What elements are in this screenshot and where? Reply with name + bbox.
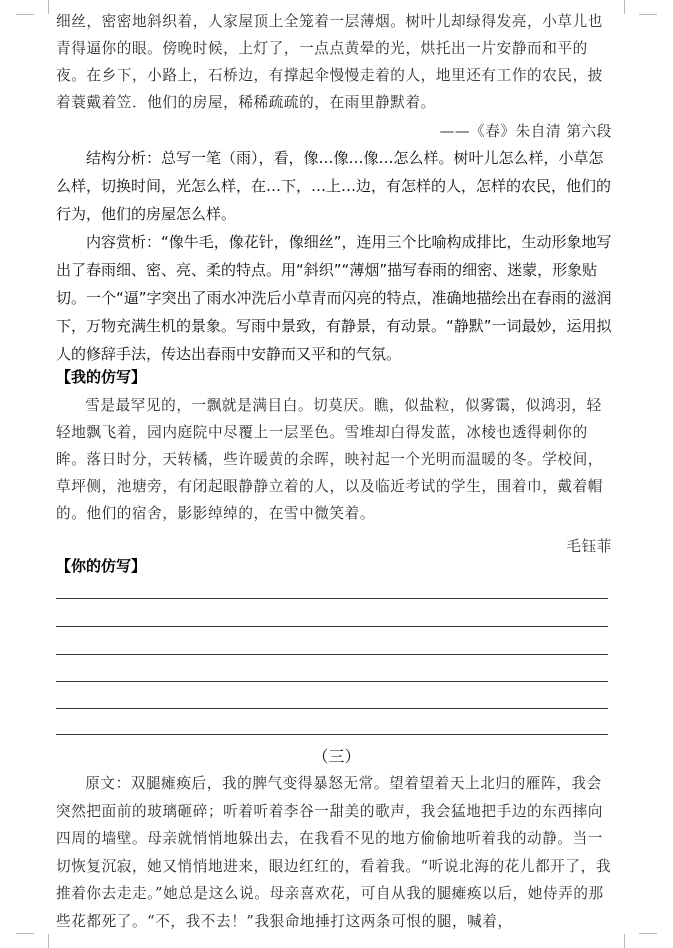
crop-mark-bottom-left-h [16, 933, 34, 934]
crop-mark-bottom-right-h [639, 933, 657, 934]
my-imitation-text: 雪是最罕见的，一飘就是满目白。切莫厌。瞧，似盐粒，似雾霭，似鸿羽，轻轻地飘飞着，园内庭院中尽覆上一层垩色。雪堆却白得发蓝，冰棱也透得刺你的眸。落日时分，天转橘，些许暖黄的余晖，映衬起一个光明而温暖的冬。学校间，草坪侧，池塘旁，有闭起眼静静立着的人，以及临近考试的学生，围着巾，戴着帽的。他们的宿舍，影影绰绰的，在雪中微笑着。 [56, 397, 603, 522]
writing-line[interactable] [56, 681, 608, 682]
passage-top-text: 细丝，密密地斜织着，人家屋顶上全笼着一层薄烟。树叶儿却绿得发亮，小草儿也青得逼你的眼。傍晚时候，上灯了，一点点黄晕的光，烘托出一片安静而和平的夜。在乡下，小路上，石桥边，有撑起伞慢慢走着的人，地里还有工作的农民，披着蓑戴着笠．他们的房屋，稀稀疏疏的，在雨里静默着。 [56, 13, 603, 111]
crop-mark-bottom-left [34, 934, 49, 948]
writing-line[interactable] [56, 654, 608, 655]
content-appreciation: 内容赏析：“像牛毛，像花针，像细丝”，连用三个比喻构成排比，生动形象地写出了春雨细、密、亮、柔的特点。用“斜织”“薄烟”描写春雨的细密、迷蒙，形象贴切。一个“逼”字突出了雨水冲洗后小草青而闪亮的特点，准确地描绘出在春雨的滋润下，万物充满生机的景象。写雨中景致，有静景，有动景。“静默”一词最妙，运用拟人的修辞手法，传达出春雨中安静而又平和的气氛。 [56, 233, 612, 363]
crop-mark-top-left [34, 0, 49, 14]
structure-analysis: 结构分析：总写一笔（雨），看，像…像…像…怎么样。树叶儿怎么样，小草怎么样，切换时间，光怎么样，在…下，…上…边，有怎样的人，怎样的农民，他们的行为，他们的房屋怎么样。 [56, 149, 612, 223]
my-imitation-author: 毛钰菲 [566, 538, 612, 555]
my-imitation-section [56, 364, 612, 560]
section-three-text: 原文：双腿瘫痪后，我的脾气变得暴怒无常。望着望着天上北归的雁阵，我会突然把面前的玻璃砸碎；听着听着李谷一甜美的歌声，我会猛地把手边的东西摔向四周的墙壁。母亲就悄悄地躲出去，在我看不见的地方偷偷地听着我的动静。当一切恢复沉寂，她又悄悄地进来，眼边红红的，看着我。“听说北海的花儿都开了，我推着你去走走。”她总是这么说。母亲喜欢花，可自从我的腿瘫痪以后，她侍弄的那些花都死了。“不，我不去！”我狠命地捶打这两条可恨的腿，喊着， [56, 775, 612, 930]
writing-line[interactable] [56, 734, 608, 735]
your-imitation-heading: 【你的仿写】 [56, 557, 147, 575]
crop-mark-top-right-h [639, 14, 657, 15]
your-imitation-section [56, 553, 612, 579]
passage-top [56, 8, 612, 145]
crop-mark-top-right [624, 0, 639, 14]
section-number: （三） [312, 747, 361, 766]
writing-line[interactable] [56, 626, 608, 627]
crop-mark-bottom-right [624, 934, 639, 948]
writing-line[interactable] [56, 598, 608, 599]
writing-line[interactable] [56, 708, 608, 709]
analysis-section [56, 144, 612, 368]
passage-source: ——《春》朱自清 第六段 [439, 123, 612, 140]
crop-mark-top-left-h [16, 14, 34, 15]
my-imitation-heading: 【我的仿写】 [56, 368, 147, 386]
section-three [56, 770, 612, 935]
